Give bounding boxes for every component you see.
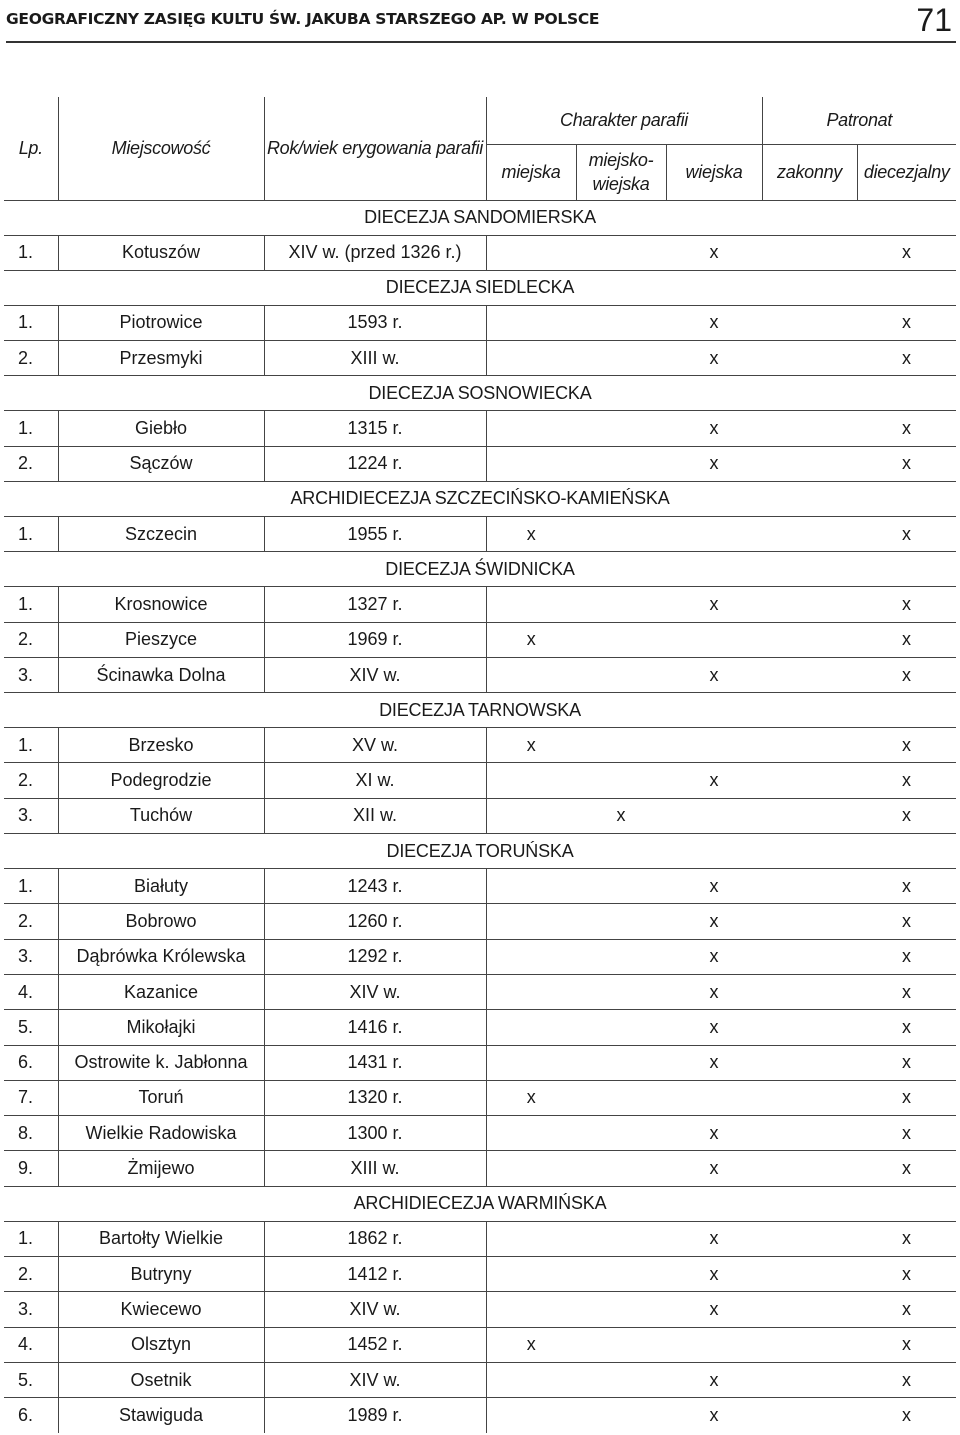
cell-lp: 1. [4,305,58,340]
cell-miejsko-wiejska [576,939,666,974]
cell-miejsko-wiejska [576,341,666,376]
cell-miejska [486,587,576,622]
cell-rok: XIV w. [264,1362,486,1397]
cell-rok: XIV w. [264,1292,486,1327]
cell-lp: 3. [4,657,58,692]
cell-lp: 9. [4,1151,58,1186]
section-heading: DIECEZJA TORUŃSKA [4,834,956,869]
cell-wiejska: x [666,411,762,446]
cell-miejsko-wiejska [576,411,666,446]
table-row [4,1362,956,1397]
cell-miejska: x [486,1080,576,1115]
cell-wiejska: x [666,1045,762,1080]
cell-lp: 4. [4,1327,58,1362]
cell-miejscowosc: Dąbrówka Królewska [58,939,264,974]
cell-rok: 1300 r. [264,1116,486,1151]
cell-wiejska: x [666,1116,762,1151]
cell-miejscowosc: Stawiguda [58,1398,264,1433]
col-header-miejsko-wiejska-line1: miejsko- [588,150,654,170]
cell-diecezjalny: x [857,1080,956,1115]
cell-miejscowosc: Piotrowice [58,305,264,340]
table-header [4,97,956,200]
cell-wiejska: x [666,1151,762,1186]
cell-lp: 2. [4,1257,58,1292]
cell-rok: 1292 r. [264,939,486,974]
table-row [4,516,956,551]
cell-zakonny [762,1010,857,1045]
cell-rok: 1224 r. [264,446,486,481]
cell-wiejska [666,622,762,657]
table-row [4,1221,956,1256]
cell-miejsko-wiejska [576,1257,666,1292]
table-row [4,1045,956,1080]
col-header-rok: Rok/wiek erygowania parafii [264,97,486,200]
cell-miejska [486,939,576,974]
col-header-lp: Lp. [4,97,58,200]
table-row [4,728,956,763]
cell-miejscowosc: Pieszyce [58,622,264,657]
cell-wiejska: x [666,939,762,974]
table-row [4,763,956,798]
cell-lp: 2. [4,622,58,657]
cell-miejska [486,305,576,340]
cell-wiejska [666,798,762,833]
table-row [4,1116,956,1151]
cell-miejsko-wiejska [576,446,666,481]
cell-miejska: x [486,622,576,657]
cell-miejscowosc: Osetnik [58,1362,264,1397]
table-row [4,798,956,833]
cell-miejscowosc: Kwiecewo [58,1292,264,1327]
section-row [4,376,956,411]
cell-diecezjalny: x [902,1405,912,1426]
cell-diecezjalny: x [857,904,956,939]
cell-lp: 1. [4,869,58,904]
cell-diecezjalny: x [857,939,956,974]
cell-wiejska: x [666,1010,762,1045]
cell-zakonny [762,798,857,833]
cell-miejska [486,446,576,481]
cell-wiejska: x [666,1221,762,1256]
cell-miejska: x [486,516,576,551]
cell-rok: 1955 r. [264,516,486,551]
cell-miejska [486,1221,576,1256]
cell-lp: 6. [4,1045,58,1080]
cell-miejsko-wiejska [576,869,666,904]
cell-miejsko-wiejska [576,974,666,1009]
cell-lp: 2. [4,904,58,939]
cell-rok: XIII w. [264,341,486,376]
table-row [4,974,956,1009]
cell-rok: XIII w. [264,1151,486,1186]
cell-lp: 1. [4,411,58,446]
cell-miejska [486,974,576,1009]
cell-wiejska: x [666,869,762,904]
cell-zakonny [762,1292,857,1327]
cell-diecezjalny: x [857,516,956,551]
cell-diecezjalny: x [857,1010,956,1045]
table-row [4,904,956,939]
cell-wiejska: x [666,1257,762,1292]
cell-miejscowosc: Olsztyn [58,1327,264,1362]
cell-zakonny [762,657,857,692]
cell-diecezjalny: x [857,1362,956,1397]
cell-wiejska [666,516,762,551]
cell-lp: 3. [4,798,58,833]
cell-rok: 1327 r. [264,587,486,622]
cell-zakonny [762,446,857,481]
cell-miejsko-wiejska [576,235,666,270]
cell-miejsko-wiejska [576,1045,666,1080]
cell-miejscowosc: Ścinawka Dolna [58,657,264,692]
cell-rok: XIV w. [264,657,486,692]
cell-miejsko-wiejska [576,904,666,939]
cell-miejscowosc: Tuchów [58,798,264,833]
cell-rok: 1412 r. [264,1257,486,1292]
cell-miejska [486,869,576,904]
cell-wiejska: x [666,763,762,798]
col-header-miejsko-wiejska [576,144,666,200]
cell-diecezjalny: x [857,1151,956,1186]
cell-rok: 1593 r. [264,305,486,340]
cell-zakonny [762,1398,857,1433]
cell-wiejska [666,1080,762,1115]
cell-miejsko-wiejska [576,622,666,657]
cell-diecezjalny: x [857,1045,956,1080]
table-row [4,1398,956,1433]
table-row [4,411,956,446]
cell-wiejska: x [666,657,762,692]
cell-miejsko-wiejska [576,1398,666,1433]
cell-zakonny [762,411,857,446]
cell-rok: 1969 r. [264,622,486,657]
table-row [4,657,956,692]
col-header-miejska: miejska [486,144,576,200]
cell-diecezjalny: x [857,1116,956,1151]
cell-diecezjalny: x [857,798,956,833]
cell-zakonny [762,939,857,974]
cell-zakonny [762,1257,857,1292]
col-header-miejscowosc: Miejscowość [58,97,264,200]
cell-miejska [486,798,576,833]
cell-miejscowosc: Ostrowite k. Jabłonna [58,1045,264,1080]
cell-miejska [486,341,576,376]
cell-miejsko-wiejska [576,516,666,551]
cell-lp: 2. [4,763,58,798]
section-row [4,200,956,235]
cell-zakonny [762,974,857,1009]
table-row [4,622,956,657]
cell-zakonny [762,1045,857,1080]
running-title: GEOGRAFICZNY ZASIĘG KULTU ŚW. JAKUBA STARSZEGO AP. W POLSCE [6,10,600,28]
cell-zakonny [762,904,857,939]
cell-zakonny [762,1080,857,1115]
cell-miejscowosc: Bobrowo [58,904,264,939]
table-row [4,341,956,376]
cell-zakonny [762,1221,857,1256]
cell-miejscowosc: Białuty [58,869,264,904]
cell-wiejska: x [666,587,762,622]
cell-miejscowosc: Kazanice [58,974,264,1009]
cell-diecezjalny: x [857,235,956,270]
cell-diecezjalny: x [857,341,956,376]
header-row-top [4,97,956,144]
cell-zakonny [762,341,857,376]
table-row [4,1292,956,1327]
section-heading: DIECEZJA TARNOWSKA [4,693,956,728]
table-row [4,1257,956,1292]
cell-rok: 1862 r. [264,1221,486,1256]
cell-miejska [486,1257,576,1292]
cell-miejska [486,763,576,798]
cell-rok: XII w. [264,798,486,833]
page-number: 71 [916,2,952,38]
cell-miejska [486,657,576,692]
col-header-zakonny: zakonny [762,144,857,200]
cell-zakonny [762,763,857,798]
cell-lp: 1. [4,587,58,622]
cell-zakonny [762,587,857,622]
cell-miejscowosc: Sączów [58,446,264,481]
cell-diecezjalny: x [857,1292,956,1327]
cell-diecezjalny: x [857,657,956,692]
cell-lp: 4. [4,974,58,1009]
cell-miejska: x [486,728,576,763]
section-heading: ARCHIDIECEZJA SZCZECIŃSKO-KAMIEŃSKA [4,481,956,516]
cell-miejscowosc: Brzesko [58,728,264,763]
cell-miejsko-wiejska [576,1362,666,1397]
cell-miejsko-wiejska [576,1080,666,1115]
header-rule [6,41,956,43]
section-heading: DIECEZJA SANDOMIERSKA [4,200,956,235]
cell-wiejska: x [666,446,762,481]
cell-wiejska: x [666,974,762,1009]
section-heading: DIECEZJA SIEDLECKA [4,270,956,305]
cell-wiejska: x [709,1405,719,1426]
cell-wiejska: x [666,1362,762,1397]
parish-table [4,97,956,1433]
col-header-diecezjalny: diecezjalny [857,144,956,200]
cell-miejsko-wiejska: x [576,798,666,833]
col-header-miejsko-wiejska-line2: wiejska [592,174,650,194]
cell-miejska [486,1116,576,1151]
cell-miejsko-wiejska [576,1116,666,1151]
table-row [4,446,956,481]
cell-lp: 8. [4,1116,58,1151]
cell-miejscowosc: Przesmyki [58,341,264,376]
cell-diecezjalny: x [857,411,956,446]
table-row [4,1010,956,1045]
cell-lp: 3. [4,1292,58,1327]
cell-diecezjalny: x [857,622,956,657]
cell-diecezjalny: x [857,1327,956,1362]
cell-diecezjalny: x [857,869,956,904]
cell-wiejska [666,728,762,763]
cell-miejsko-wiejska [576,763,666,798]
cell-wiejska: x [666,1292,762,1327]
cell-miejska [486,1362,576,1397]
cell-miejska [486,1151,576,1186]
cell-rok: 1989 r. [264,1398,486,1433]
cell-miejska [486,1010,576,1045]
cell-rok: 1416 r. [264,1010,486,1045]
cell-miejscowosc: Bartołty Wielkie [58,1221,264,1256]
cell-diecezjalny: x [857,1257,956,1292]
col-group-charakter: Charakter parafii [486,97,762,144]
cell-miejsko-wiejska [576,657,666,692]
cell-wiejska: x [666,341,762,376]
cell-rok: XI w. [264,763,486,798]
running-head [6,2,952,40]
cell-miejska [486,1398,576,1433]
cell-miejska [486,235,576,270]
section-heading: DIECEZJA SOSNOWIECKA [4,376,956,411]
cell-miejska [486,1292,576,1327]
cell-wiejska [666,1327,762,1362]
section-row [4,693,956,728]
cell-lp: 1. [4,235,58,270]
section-row [4,270,956,305]
cell-miejscowosc: Szczecin [58,516,264,551]
section-heading: ARCHIDIECEZJA WARMIŃSKA [4,1186,956,1221]
cell-rok: XV w. [264,728,486,763]
section-row [4,1186,956,1221]
cell-diecezjalny: x [857,728,956,763]
cell-miejscowosc: Butryny [58,1257,264,1292]
section-heading: DIECEZJA ŚWIDNICKA [4,552,956,587]
cell-rok: 1315 r. [264,411,486,446]
cell-miejsko-wiejska [576,1221,666,1256]
cell-miejscowosc: Giebło [58,411,264,446]
cell-diecezjalny: x [857,305,956,340]
cell-zakonny [762,516,857,551]
cell-diecezjalny: x [857,763,956,798]
table-row [4,1151,956,1186]
cell-miejscowosc: Mikołajki [58,1010,264,1045]
cell-zakonny [762,235,857,270]
cell-rok: 1260 r. [264,904,486,939]
cell-lp: 2. [4,341,58,376]
cell-lp: 5. [4,1362,58,1397]
cell-rok: XIV w. (przed 1326 r.) [264,235,486,270]
cell-lp: 1. [4,728,58,763]
cell-miejska [486,411,576,446]
cell-miejscowosc: Podegrodzie [58,763,264,798]
section-row [4,834,956,869]
cell-zakonny [762,869,857,904]
section-row [4,552,956,587]
col-header-wiejska: wiejska [666,144,762,200]
cell-rok: 1452 r. [264,1327,486,1362]
cell-lp: 1. [4,516,58,551]
table-row [4,235,956,270]
cell-miejscowosc: Toruń [58,1080,264,1115]
cell-lp: 2. [4,446,58,481]
cell-diecezjalny: x [857,446,956,481]
table-row [4,1327,956,1362]
cell-rok: 1320 r. [264,1080,486,1115]
cell-miejscowosc: Kotuszów [58,235,264,270]
cell-lp: 5. [4,1010,58,1045]
table-row [4,939,956,974]
cell-wiejska: x [666,305,762,340]
cell-miejscowosc: Wielkie Radowiska [58,1116,264,1151]
cell-miejsko-wiejska [576,1010,666,1045]
table-row [4,587,956,622]
table-row [4,305,956,340]
cell-diecezjalny: x [857,587,956,622]
cell-lp: 6. [4,1398,58,1433]
table-row [4,869,956,904]
cell-miejsko-wiejska [576,587,666,622]
col-group-patronat: Patronat [762,97,956,144]
cell-wiejska: x [666,904,762,939]
cell-zakonny [762,1151,857,1186]
cell-lp: 1. [4,1221,58,1256]
cell-miejscowosc: Żmijewo [58,1151,264,1186]
cell-miejsko-wiejska [576,1327,666,1362]
cell-miejsko-wiejska [576,728,666,763]
cell-miejscowosc: Krosnowice [58,587,264,622]
cell-zakonny [762,622,857,657]
cell-miejsko-wiejska [576,305,666,340]
table-body [4,200,956,1433]
table-row [4,1080,956,1115]
cell-zakonny [762,1116,857,1151]
cell-lp: 3. [4,939,58,974]
cell-zakonny [762,305,857,340]
cell-miejsko-wiejska [576,1292,666,1327]
cell-rok: XIV w. [264,974,486,1009]
cell-lp: 7. [4,1080,58,1115]
cell-diecezjalny: x [857,974,956,1009]
cell-rok: 1431 r. [264,1045,486,1080]
cell-zakonny [762,1362,857,1397]
cell-miejska [486,1045,576,1080]
cell-miejska [486,904,576,939]
cell-diecezjalny: x [857,1221,956,1256]
cell-zakonny [762,728,857,763]
cell-rok: 1243 r. [264,869,486,904]
section-row [4,481,956,516]
cell-miejska: x [486,1327,576,1362]
cell-zakonny [762,1327,857,1362]
cell-miejsko-wiejska [576,1151,666,1186]
cell-wiejska: x [666,235,762,270]
